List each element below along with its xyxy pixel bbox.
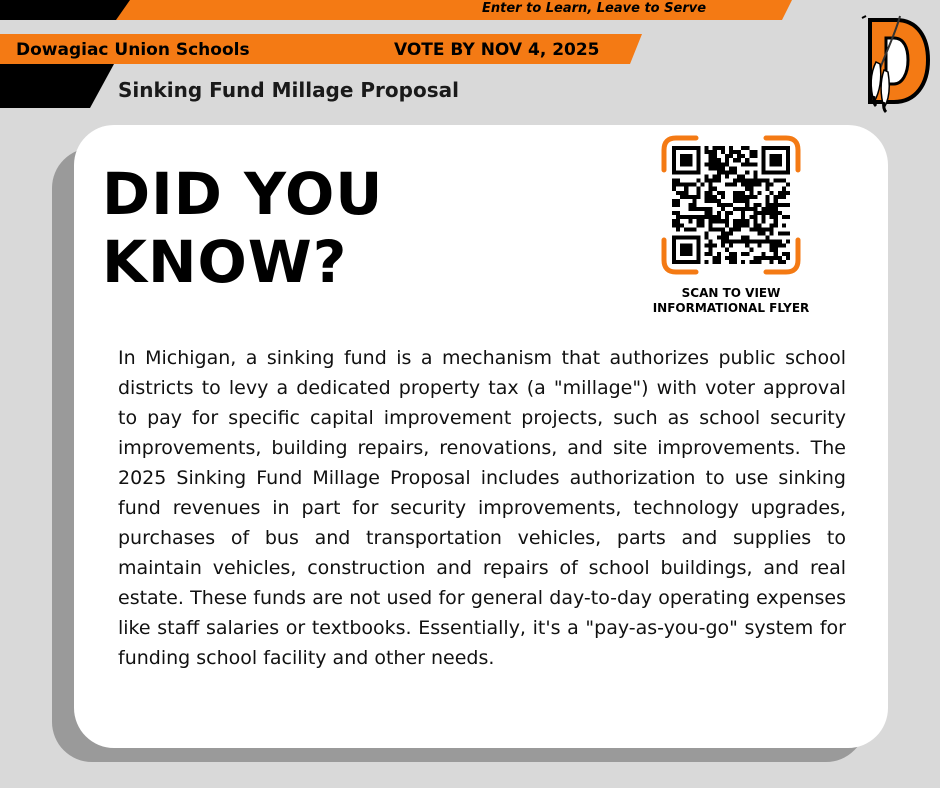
vote-date: VOTE BY NOV 4, 2025 <box>394 40 600 60</box>
district-name: Dowagiac Union Schools <box>16 40 250 60</box>
qr-caption-line-2: INFORMATIONAL FLYER <box>652 301 810 315</box>
headline <box>102 160 383 296</box>
page-subtitle: Sinking Fund Millage Proposal <box>118 78 459 102</box>
qr-code-block[interactable] <box>660 134 802 276</box>
subtitle-black-block <box>0 64 114 108</box>
headline-line-2: KNOW? <box>102 228 348 296</box>
qr-caption-line-1: SCAN TO VIEW <box>681 286 781 300</box>
dowagiac-d-feather-logo-icon <box>856 12 930 114</box>
slogan: Enter to Learn, Leave to Serve <box>482 1 707 16</box>
qr-modules <box>672 146 790 264</box>
qr-code-icon <box>672 146 790 264</box>
body-paragraph: In Michigan, a sinking fund is a mechanism that authorizes public school districts to levy a dedicated property tax (a "millage") with voter approval to pay for specific capital improvement projects, such as school security improvements, building repairs, renovations, and site improvements. The 2025 Sinking Fund Millage Proposal includes authorization to use sinking fund revenues in part for security improvements, technology upgrades, purchases of bus and transportation vehicles, parts and supplies to maintain vehicles, construction and repairs of school buildings, and real estate. These funds are not used for general day-to-day operating expenses like staff salaries or textbooks. Essentially, it's a "pay-as-you-go" system for funding school facility and other needs. <box>118 347 846 669</box>
headline-line-1: DID YOU <box>102 160 384 228</box>
qr-caption <box>600 286 862 316</box>
